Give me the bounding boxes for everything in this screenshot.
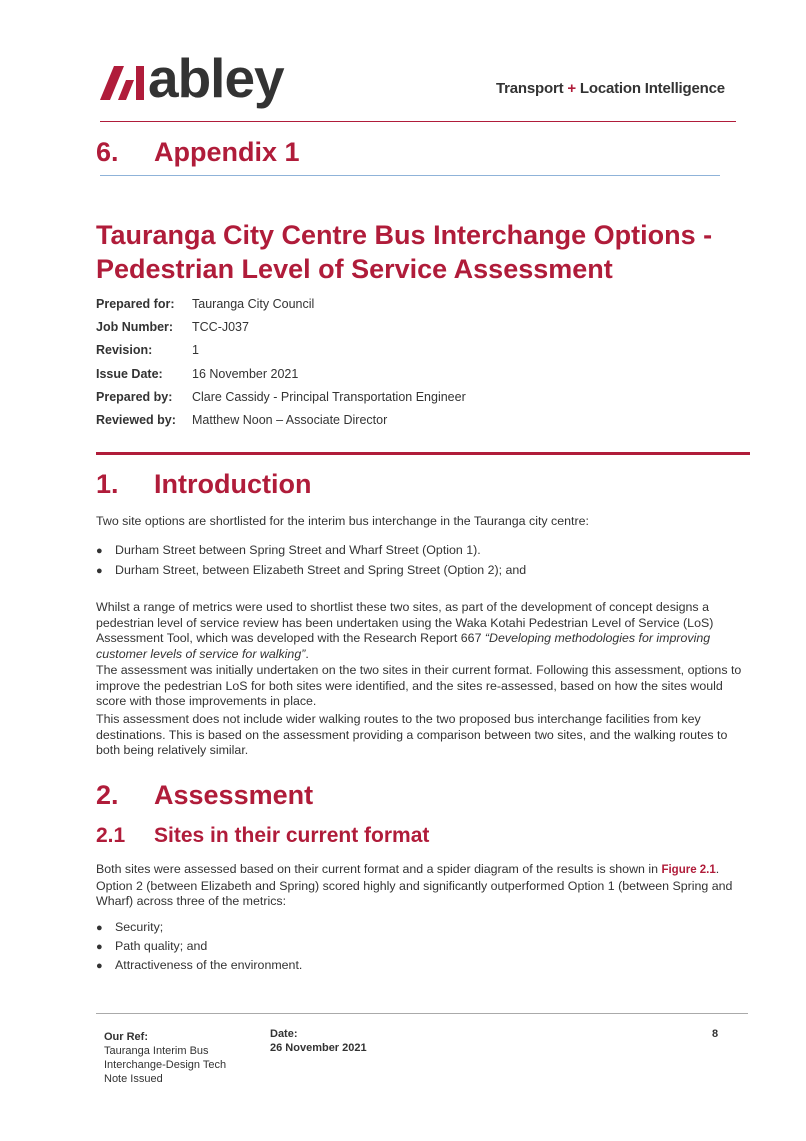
meta-row: Prepared by: Clare Cassidy - Principal Transportation Engineer — [96, 389, 466, 404]
list-item: ● Durham Street, between Elizabeth Street and Spring Street (Option 2); and — [96, 563, 527, 577]
meta-row: Prepared for: Tauranga City Council — [96, 297, 315, 311]
figure-reference-link[interactable]: Figure 2.1 — [661, 864, 716, 876]
header-divider — [100, 121, 736, 122]
page-number: 8 — [712, 1028, 719, 1040]
list-item: ● Durham Street between Spring Street and Wharf Street (Option 1). — [96, 543, 481, 557]
meta-row: Reviewed by: Matthew Noon – Associate Director — [96, 412, 388, 427]
intro-paragraph-1: Whilst a range of metrics were used to shortlist these two sites, as part of the development of concept designs a pedestrian level of service review has been undertaken using the Waka Kotahi Pedestrian Level of Service (LoS) Assessment Tool, which was developed with the Research Report 667 “Developing methodologies for improving customer levels of service for walking”. — [96, 600, 714, 661]
assessment-paragraph: Both sites were assessed based on their current format and a spider diagram of the results is shown in Figure 2.1. Option 2 (between Elizabeth and Spring) scored highly and significantly outperformed Option 1 (between Spring and Wharf) across three of the metrics: — [96, 862, 733, 909]
list-item: ● Security; — [96, 920, 164, 934]
document-title: Tauranga City Centre Bus Interchange Options - Pedestrian Level of Service Assessment — [96, 220, 713, 284]
meta-row: Revision: 1 — [96, 343, 199, 358]
intro-lead: Two site options are shortlisted for the interim bus interchange in the Tauranga city centre: — [96, 514, 589, 528]
footer-divider — [96, 1013, 748, 1014]
abley-logo-mark-icon — [100, 66, 146, 100]
intro-paragraph-3: This assessment does not include wider walking routes to the two proposed bus interchange facilities from key destinations. This is based on the assessment providing a comparison between two sites, and the walking routes to both being relatively similar. — [96, 712, 728, 758]
list-item: ● Path quality; and — [96, 939, 208, 953]
appendix-heading: 6. Appendix 1 — [96, 137, 300, 167]
subsection-heading: 2.1 Sites in their current format — [96, 824, 430, 847]
footer-date: Date: 26 November 2021 — [270, 1028, 367, 1054]
intro-paragraph-2: The assessment was initially undertaken on the two sites in their current format. Following this assessment, options to improve the pedestrian LoS for both sites were identified, and the sites re-assessed, based on how the sites would score with those improvements in place. — [96, 663, 742, 709]
introduction-heading: 1. Introduction — [96, 469, 312, 499]
meta-row: Job Number: TCC-J037 — [96, 320, 249, 335]
assessment-heading: 2. Assessment — [96, 780, 314, 810]
list-item: ● Attractiveness of the environment. — [96, 958, 303, 972]
abley-logo — [100, 47, 300, 110]
meta-row: Issue Date: 16 November 2021 — [96, 366, 299, 381]
section-divider — [96, 452, 750, 455]
appendix-divider — [100, 175, 720, 176]
tagline: Transport + Location Intelligence — [496, 80, 725, 97]
footer-reference: Our Ref: Tauranga Interim Bus Interchange-Design Tech Note Issued — [104, 1031, 227, 1085]
logo-text: abley — [148, 47, 284, 109]
document-meta — [96, 297, 466, 436]
